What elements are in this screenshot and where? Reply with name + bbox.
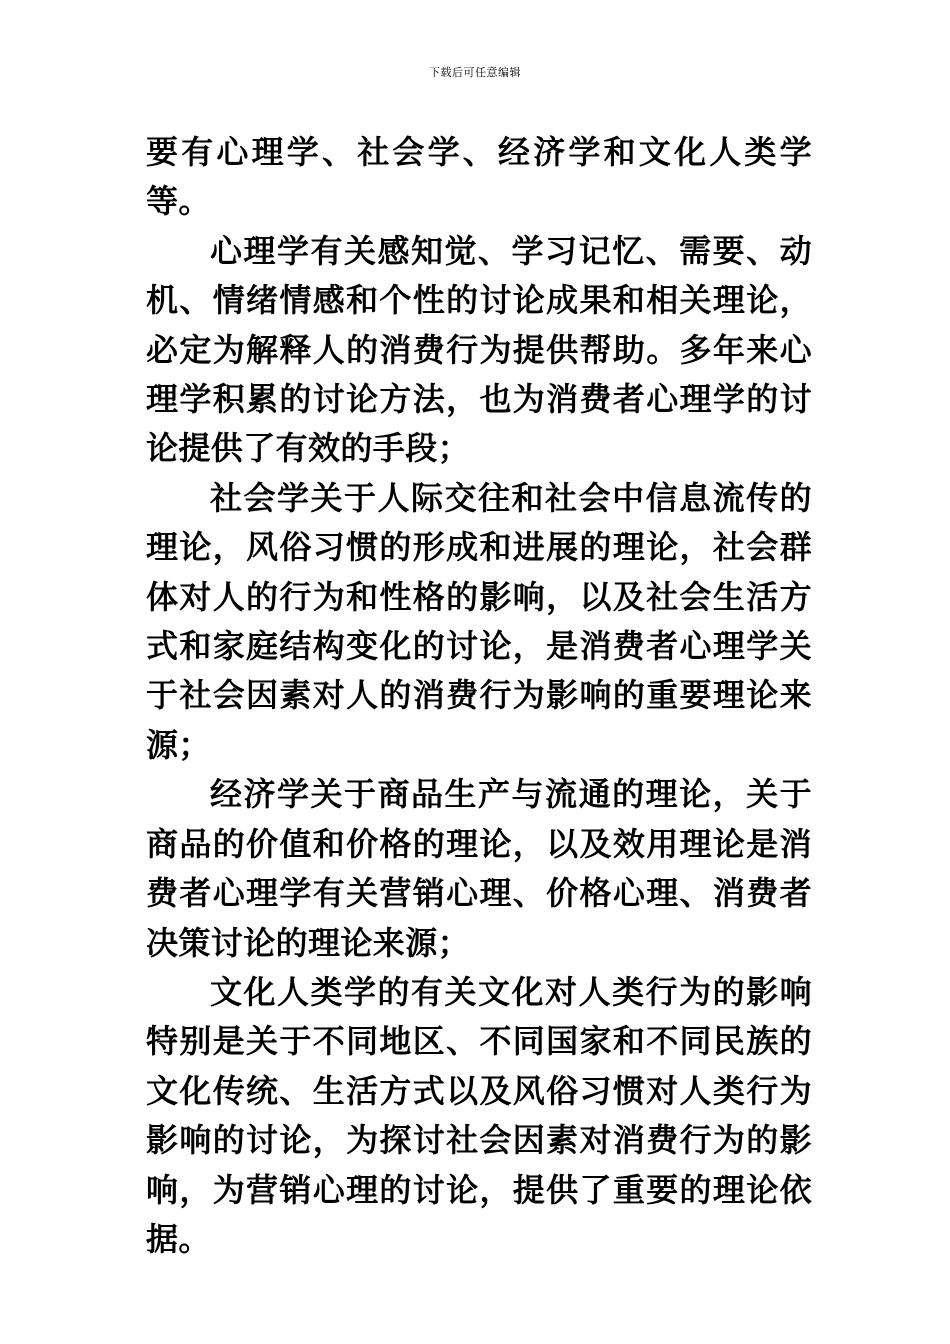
header-note: 下载后可任意编辑 — [429, 66, 521, 79]
paragraph-anthropology: 文化人类学的有关文化对人类行为的影响特别是关于不同地区、不同国家和不同民族的文化传统、生活方式以及风俗习惯对人类行为影响的讨论，为探讨社会因素对消费行为的影响，为营销心理的讨论，提供了重要的理论依据。 — [146, 972, 812, 1258]
paragraph-sociology: 社会学关于人际交往和社会中信息流传的理论，风俗习惯的形成和进展的理论，社会群体对人的行为和性格的影响，以及社会生活方式和家庭结构变化的讨论，是消费者心理学关于社会因素对人的消费行为影响的重要理论来源； — [146, 478, 812, 764]
paragraph-psychology: 心理学有关感知觉、学习记忆、需要、动机、情绪情感和个性的讨论成果和相关理论，必定为解释人的消费行为提供帮助。多年来心理学积累的讨论方法，也为消费者心理学的讨论提供了有效的手段； — [146, 231, 812, 468]
paragraph-continuation: 要有心理学、社会学、经济学和文化人类学等。 — [146, 133, 812, 221]
paragraph-economics: 经济学关于商品生产与流通的理论，关于商品的价值和价格的理论，以及效用理论是消费者心理学有关营销心理、价格心理、消费者决策讨论的理论来源； — [146, 775, 812, 962]
document-body — [146, 128, 812, 1264]
